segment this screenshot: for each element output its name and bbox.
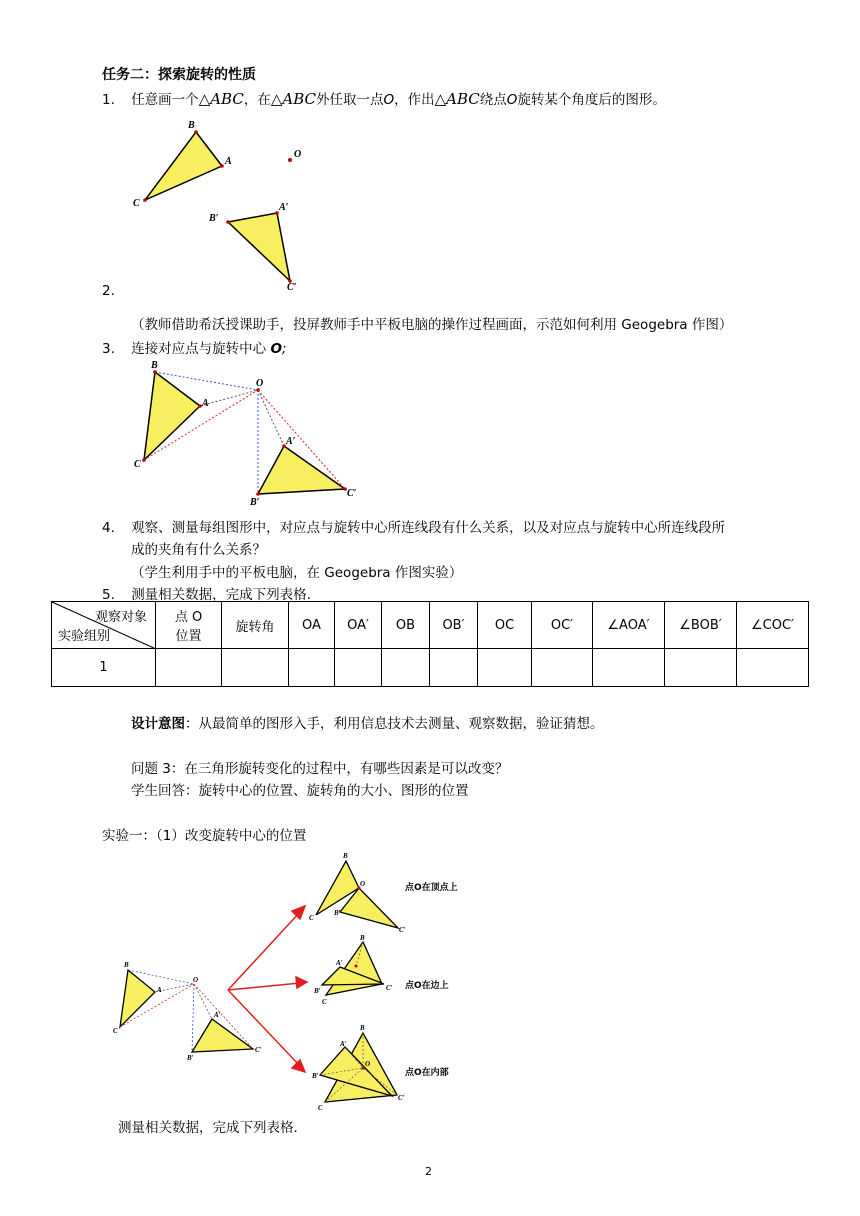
page-number: 2 <box>425 1165 432 1178</box>
triangle-abc-3: △ABC <box>434 90 480 108</box>
header-cell: OA <box>289 602 335 649</box>
svg-text:C′: C′ <box>399 926 406 934</box>
label-a: A <box>225 156 232 167</box>
label-c: C <box>133 198 140 209</box>
label-c: C <box>134 459 141 470</box>
label-b: B <box>151 360 158 371</box>
header-cell: OB <box>382 602 430 649</box>
case-inside-label: 点O在内部 <box>405 1068 449 1078</box>
svg-text:C′: C′ <box>398 1094 405 1102</box>
svg-text:C: C <box>309 914 314 922</box>
point-o-2: O <box>506 92 518 108</box>
label-c-prime: C′ <box>347 488 357 499</box>
item-5-text: 测量相关数据，完成下列表格. <box>131 587 311 603</box>
item-1-text-e: 绕点 <box>479 92 507 108</box>
student-answer: 学生回答：旋转中心的位置、旋转角的大小、图形的位置 <box>131 783 469 799</box>
header-cell: 旋转角 <box>222 602 289 649</box>
svg-text:B: B <box>360 934 365 942</box>
item-3-point-o: O <box>270 341 282 357</box>
svg-text:B′: B′ <box>314 987 321 995</box>
label-b-prime: B′ <box>209 213 219 224</box>
item-1-text-c: 外任取一点 <box>316 92 384 108</box>
label-a: A <box>202 398 209 409</box>
svg-text:O: O <box>360 880 366 888</box>
item-3-end: ; <box>281 341 287 357</box>
header-cell: OA′ <box>335 602 382 649</box>
item-1-text-a: 任意画一个 <box>131 92 199 108</box>
svg-text:O: O <box>193 976 199 984</box>
item-1-number: 1. <box>102 92 115 108</box>
header-cell: OC′ <box>532 602 593 649</box>
header-cell: OB′ <box>430 602 478 649</box>
item-5-number: 5. <box>102 587 115 603</box>
header-cell: ∠AOA′ <box>593 602 665 649</box>
svg-text:C′: C′ <box>386 984 393 992</box>
item-1-text-d: ，作出 <box>394 92 435 108</box>
svg-text:B: B <box>360 1024 365 1032</box>
point-o-1: O <box>383 92 395 108</box>
svg-text:O: O <box>365 1060 371 1068</box>
svg-text:C′: C′ <box>255 1046 262 1054</box>
item-4-line-2: 成的夹角有什么关系？ <box>131 542 266 558</box>
item-3-text: 连接对应点与旋转中心 <box>131 341 267 357</box>
label-b: B <box>188 120 195 131</box>
item-4-line-1: 观察、测量每组图形中，对应点与旋转中心所连线段有什么关系，以及对应点与旋转中心所连线段所 <box>131 520 726 536</box>
teacher-note: （教师借助希沃授课助手，投屏教师手中平板电脑的操作过程画面，示范如何利用 Geogebra 作图） <box>131 317 733 333</box>
experiment-1-title: 实验一：（1）改变旋转中心的位置 <box>102 828 307 844</box>
diag-top-label: 观察对象 <box>94 610 147 625</box>
task-title: 任务二：探索旋转的性质 <box>102 67 256 83</box>
svg-text:C: C <box>322 998 327 1006</box>
triangle-abc-1: △ABC <box>198 90 244 108</box>
student-note: （学生利用手中的平板电脑，在 Geogebra 作图实验） <box>131 565 463 581</box>
case-edge-label: 点O在边上 <box>405 981 449 991</box>
svg-text:C: C <box>113 1027 118 1035</box>
item-3-number: 3. <box>102 341 115 357</box>
design-text: ：从最简单的图形入手，利用信息技术去测量、观察数据，验证猜想。 <box>185 716 604 732</box>
item-1-text-b: ，在 <box>243 92 271 108</box>
svg-text:B: B <box>124 961 129 969</box>
label-a-prime: A′ <box>286 436 296 447</box>
design-label: 设计意图 <box>131 716 185 732</box>
bottom-instruction: 测量相关数据，完成下列表格. <box>118 1120 298 1136</box>
header-point-o: 点 O 位置 <box>156 602 222 649</box>
label-a-prime: A′ <box>279 202 289 213</box>
item-4-number: 4. <box>102 520 115 536</box>
header-cell: ∠BOB′ <box>665 602 737 649</box>
svg-text:A′: A′ <box>336 959 343 967</box>
label-b-prime: B′ <box>250 497 260 508</box>
item-1-text-f: 旋转某个角度后的图形。 <box>517 92 666 108</box>
item-2-number: 2. <box>102 283 115 299</box>
svg-text:B′: B′ <box>312 1072 319 1080</box>
row-label: 1 <box>52 649 156 687</box>
question-3: 问题 3：在三角形旋转变化的过程中，有哪些因素是可以改变？ <box>131 761 509 777</box>
svg-text:A′: A′ <box>214 1011 221 1019</box>
header-cell: OC <box>478 602 532 649</box>
svg-text:B: B <box>343 852 348 860</box>
svg-text:C: C <box>318 1104 323 1112</box>
svg-text:A′: A′ <box>340 1040 347 1048</box>
case-vertex-label: 点O在顶点上 <box>405 883 458 893</box>
svg-text:B′: B′ <box>334 909 341 917</box>
label-c-prime: C′ <box>287 282 297 293</box>
header-cell: ∠COC′ <box>737 602 809 649</box>
label-o: O <box>256 378 264 389</box>
label-o: O <box>294 149 302 160</box>
svg-text:B′: B′ <box>187 1054 194 1062</box>
svg-text:A: A <box>157 986 162 994</box>
diag-bottom-label: 实验组别 <box>58 629 111 644</box>
triangle-abc-2: △ABC <box>270 90 316 108</box>
